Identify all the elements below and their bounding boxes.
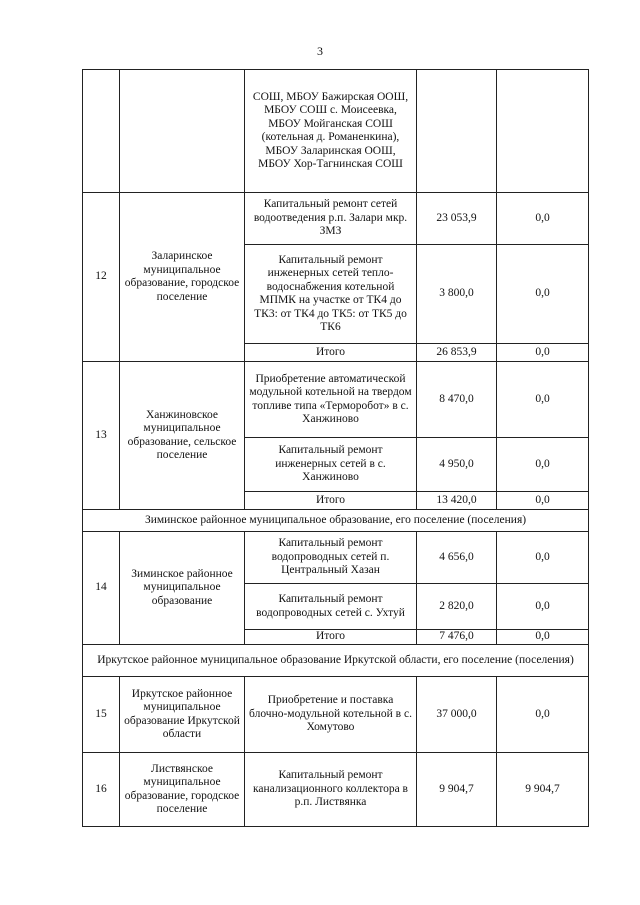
subtotal-second: 0,0: [497, 344, 589, 362]
municipality-cell: Ханжиновское муниципальное образование, сельское поселение: [120, 362, 245, 510]
funding-table: [82, 69, 589, 827]
second-value-cell: 0,0: [497, 362, 589, 438]
subtotal-second: 0,0: [497, 630, 589, 645]
second-value-cell: [497, 70, 589, 193]
second-value-cell: 9 904,7: [497, 753, 589, 827]
total-cell: 2 820,0: [417, 584, 497, 630]
municipality-cell: Листвянское муниципальное образование, городское поселение: [120, 753, 245, 827]
object-cell: СОШ, МБОУ Бажирская ООШ, МБОУ СОШ с. Моисеевка, МБОУ Мойганская СОШ (котельная д. Романенкина), МБОУ Заларинская ООШ, МБОУ Хор-Тагнинская СОШ: [245, 70, 417, 193]
second-value-cell: 0,0: [497, 677, 589, 753]
object-cell: Приобретение автоматической модульной котельной на твердом топливе типа «Терморобот» в с. Ханжиново: [245, 362, 417, 438]
object-cell: Капитальный ремонт водопроводных сетей п. Центральный Хазан: [245, 532, 417, 584]
municipality-cell: Иркутское районное муниципальное образование Иркутской области: [120, 677, 245, 753]
subtotal-total: 26 853,9: [417, 344, 497, 362]
second-value-cell: 0,0: [497, 245, 589, 344]
table-row-continuation: [83, 70, 589, 193]
object-cell: Капитальный ремонт сетей водоотведения р.п. Залари мкр. ЗМЗ: [245, 193, 417, 245]
row-num-cell: 15: [83, 677, 120, 753]
table-row: [83, 193, 589, 245]
subtotal-label: Итого: [245, 630, 417, 645]
table-row: [83, 362, 589, 438]
total-cell: 23 053,9: [417, 193, 497, 245]
total-cell: 37 000,0: [417, 677, 497, 753]
subtotal-label: Итого: [245, 344, 417, 362]
section-row: [83, 510, 589, 532]
total-cell: 3 800,0: [417, 245, 497, 344]
object-cell: Капитальный ремонт инженерных сетей тепло-водоснабжения котельной МПМК на участке от ТК4 до ТК3: от ТК4 до ТК5: от ТК5 до ТК6: [245, 245, 417, 344]
row-num-cell: 13: [83, 362, 120, 510]
municipality-cell: Зиминское районное муниципальное образование: [120, 532, 245, 645]
total-cell: 4 950,0: [417, 438, 497, 492]
object-cell: Приобретение и поставка блочно-модульной котельной в с. Хомутово: [245, 677, 417, 753]
object-cell: Капитальный ремонт инженерных сетей в с. Ханжиново: [245, 438, 417, 492]
subtotal-label: Итого: [245, 492, 417, 510]
page-number: 3: [317, 44, 323, 58]
table-row: [83, 753, 589, 827]
second-value-cell: 0,0: [497, 438, 589, 492]
table-row: [83, 677, 589, 753]
subtotal-total: 7 476,0: [417, 630, 497, 645]
municipality-cell: Заларинское муниципальное образование, городское поселение: [120, 193, 245, 362]
section-heading: Иркутское районное муниципальное образование Иркутской области, его поселение (поселения): [83, 645, 589, 677]
municipality-cell: [120, 70, 245, 193]
subtotal-total: 13 420,0: [417, 492, 497, 510]
second-value-cell: 0,0: [497, 532, 589, 584]
section-row: [83, 645, 589, 677]
second-value-cell: 0,0: [497, 584, 589, 630]
total-cell: [417, 70, 497, 193]
row-num-cell: [83, 70, 120, 193]
table-row: [83, 532, 589, 584]
row-num-cell: 12: [83, 193, 120, 362]
row-num-cell: 14: [83, 532, 120, 645]
second-value-cell: 0,0: [497, 193, 589, 245]
section-heading: Зиминское районное муниципальное образование, его поселение (поселения): [83, 510, 589, 532]
total-cell: 8 470,0: [417, 362, 497, 438]
object-cell: Капитальный ремонт канализационного коллектора в р.п. Листвянка: [245, 753, 417, 827]
object-cell: Капитальный ремонт водопроводных сетей с. Ухтуй: [245, 584, 417, 630]
total-cell: 4 656,0: [417, 532, 497, 584]
row-num-cell: 16: [83, 753, 120, 827]
total-cell: 9 904,7: [417, 753, 497, 827]
subtotal-second: 0,0: [497, 492, 589, 510]
